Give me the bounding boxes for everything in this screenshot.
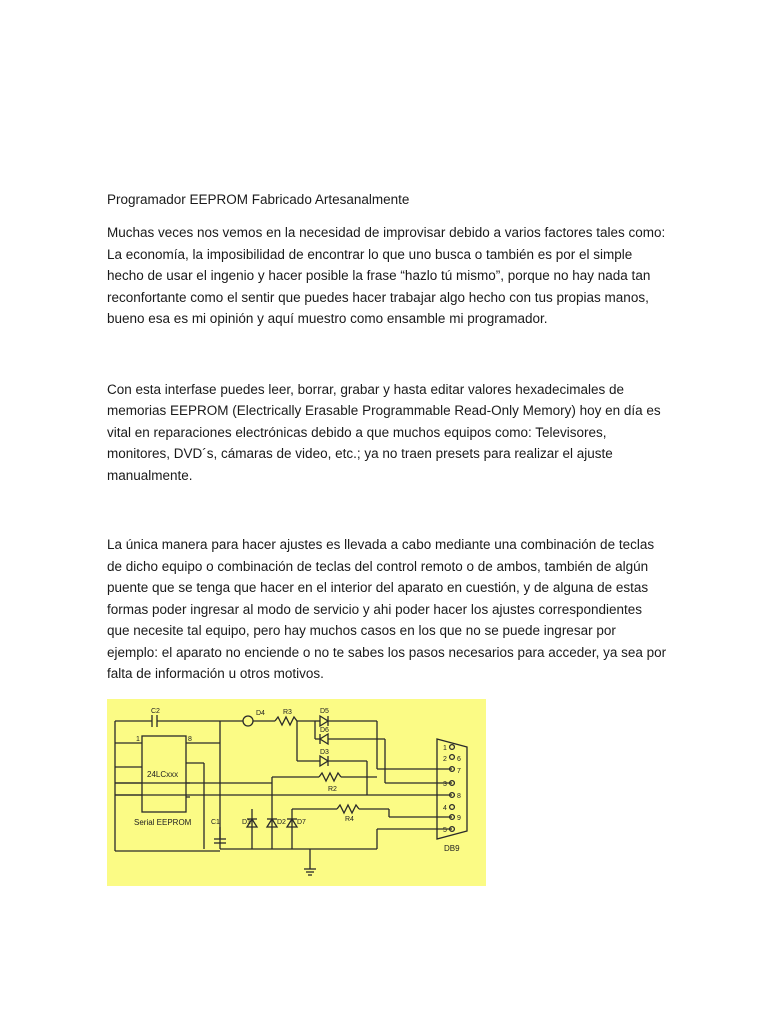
- d3-label: D3: [320, 748, 329, 756]
- paragraph-interface: Con esta interfase puedes leer, borrar, grabar y hasta editar valores hexadecimales de memorias EEPROM (Electrically Erasable Programmable Read-Only Memory) hoy en día es vital en reparaciones electrónicas debido a que muchos equipos como: Televisores, monitores, DVD´s, cámaras de video, etc.; ya no traen presets para realizar el ajuste manualmente.: [107, 381, 661, 483]
- chip-caption: Serial EEPROM: [134, 817, 192, 827]
- d2-label: D2: [277, 818, 286, 826]
- r2-label: R2: [328, 785, 337, 793]
- d4-label: D4: [256, 709, 265, 717]
- eeprom-programmer-schematic: [107, 699, 486, 886]
- chip-pin1-label: 1: [136, 735, 140, 743]
- d6-label: D6: [320, 726, 329, 734]
- connector-label: DB9: [444, 843, 460, 853]
- d7-label: D7: [297, 818, 306, 826]
- c2-label: C2: [151, 707, 160, 715]
- db9-pin1-label: 1: [443, 744, 447, 752]
- document-title: Programador EEPROM Fabricado Artesanalmente: [107, 192, 410, 207]
- d5-label: D5: [320, 707, 329, 715]
- db9-pin7-label: 7: [457, 767, 461, 775]
- r3-label: R3: [283, 708, 292, 716]
- chip-pin8-label: 8: [188, 735, 192, 743]
- db9-pin3-label: 3: [443, 780, 447, 788]
- paragraph-intro: Muchas veces nos vemos en la necesidad de improvisar debido a varios factores tales como: La economía, la imposibilidad de encontrar lo que uno busca o también es por el simple hecho de usar el ingenio y hacer posible la frase “hazlo tú mismo”, porque no hay nada tan reconfortante como el sentir que puedes hacer trabajar algo hecho con tus propias manos, bueno esa es mi opinión y aquí muestro como ensamble mi programador.: [107, 225, 666, 326]
- d1-label: D1: [242, 818, 251, 826]
- db9-pin4-label: 4: [443, 804, 447, 812]
- db9-pin2-label: 2: [443, 755, 447, 763]
- db9-pin9-label: 9: [457, 814, 461, 822]
- db9-pin6-label: 6: [457, 755, 461, 763]
- c1-label: C1: [211, 818, 220, 826]
- db9-pin8-label: 8: [457, 792, 461, 800]
- db9-pin5-label: 5: [443, 826, 447, 834]
- paragraph-adjustments: La única manera para hacer ajustes es llevada a cabo mediante una combinación de teclas de dicho equipo o combinación de teclas del control remoto o de ambos, también de algún puente que se tenga que hacer en el interior del aparato en cuestión, y de alguna de estas formas poder ingresar al modo de servicio y ahi poder hacer los ajustes correspondientes que necesite tal equipo, pero hay muchos casos en los que no se puede ingresar por ejemplo: el aparato no enciende o no te sabes los pasos necesarios para acceder, ya sea por falta de información u otros motivos.: [107, 537, 667, 681]
- r4-label: R4: [345, 815, 354, 823]
- document-page: [107, 190, 667, 886]
- chip-label: 24LCxxx: [147, 769, 179, 779]
